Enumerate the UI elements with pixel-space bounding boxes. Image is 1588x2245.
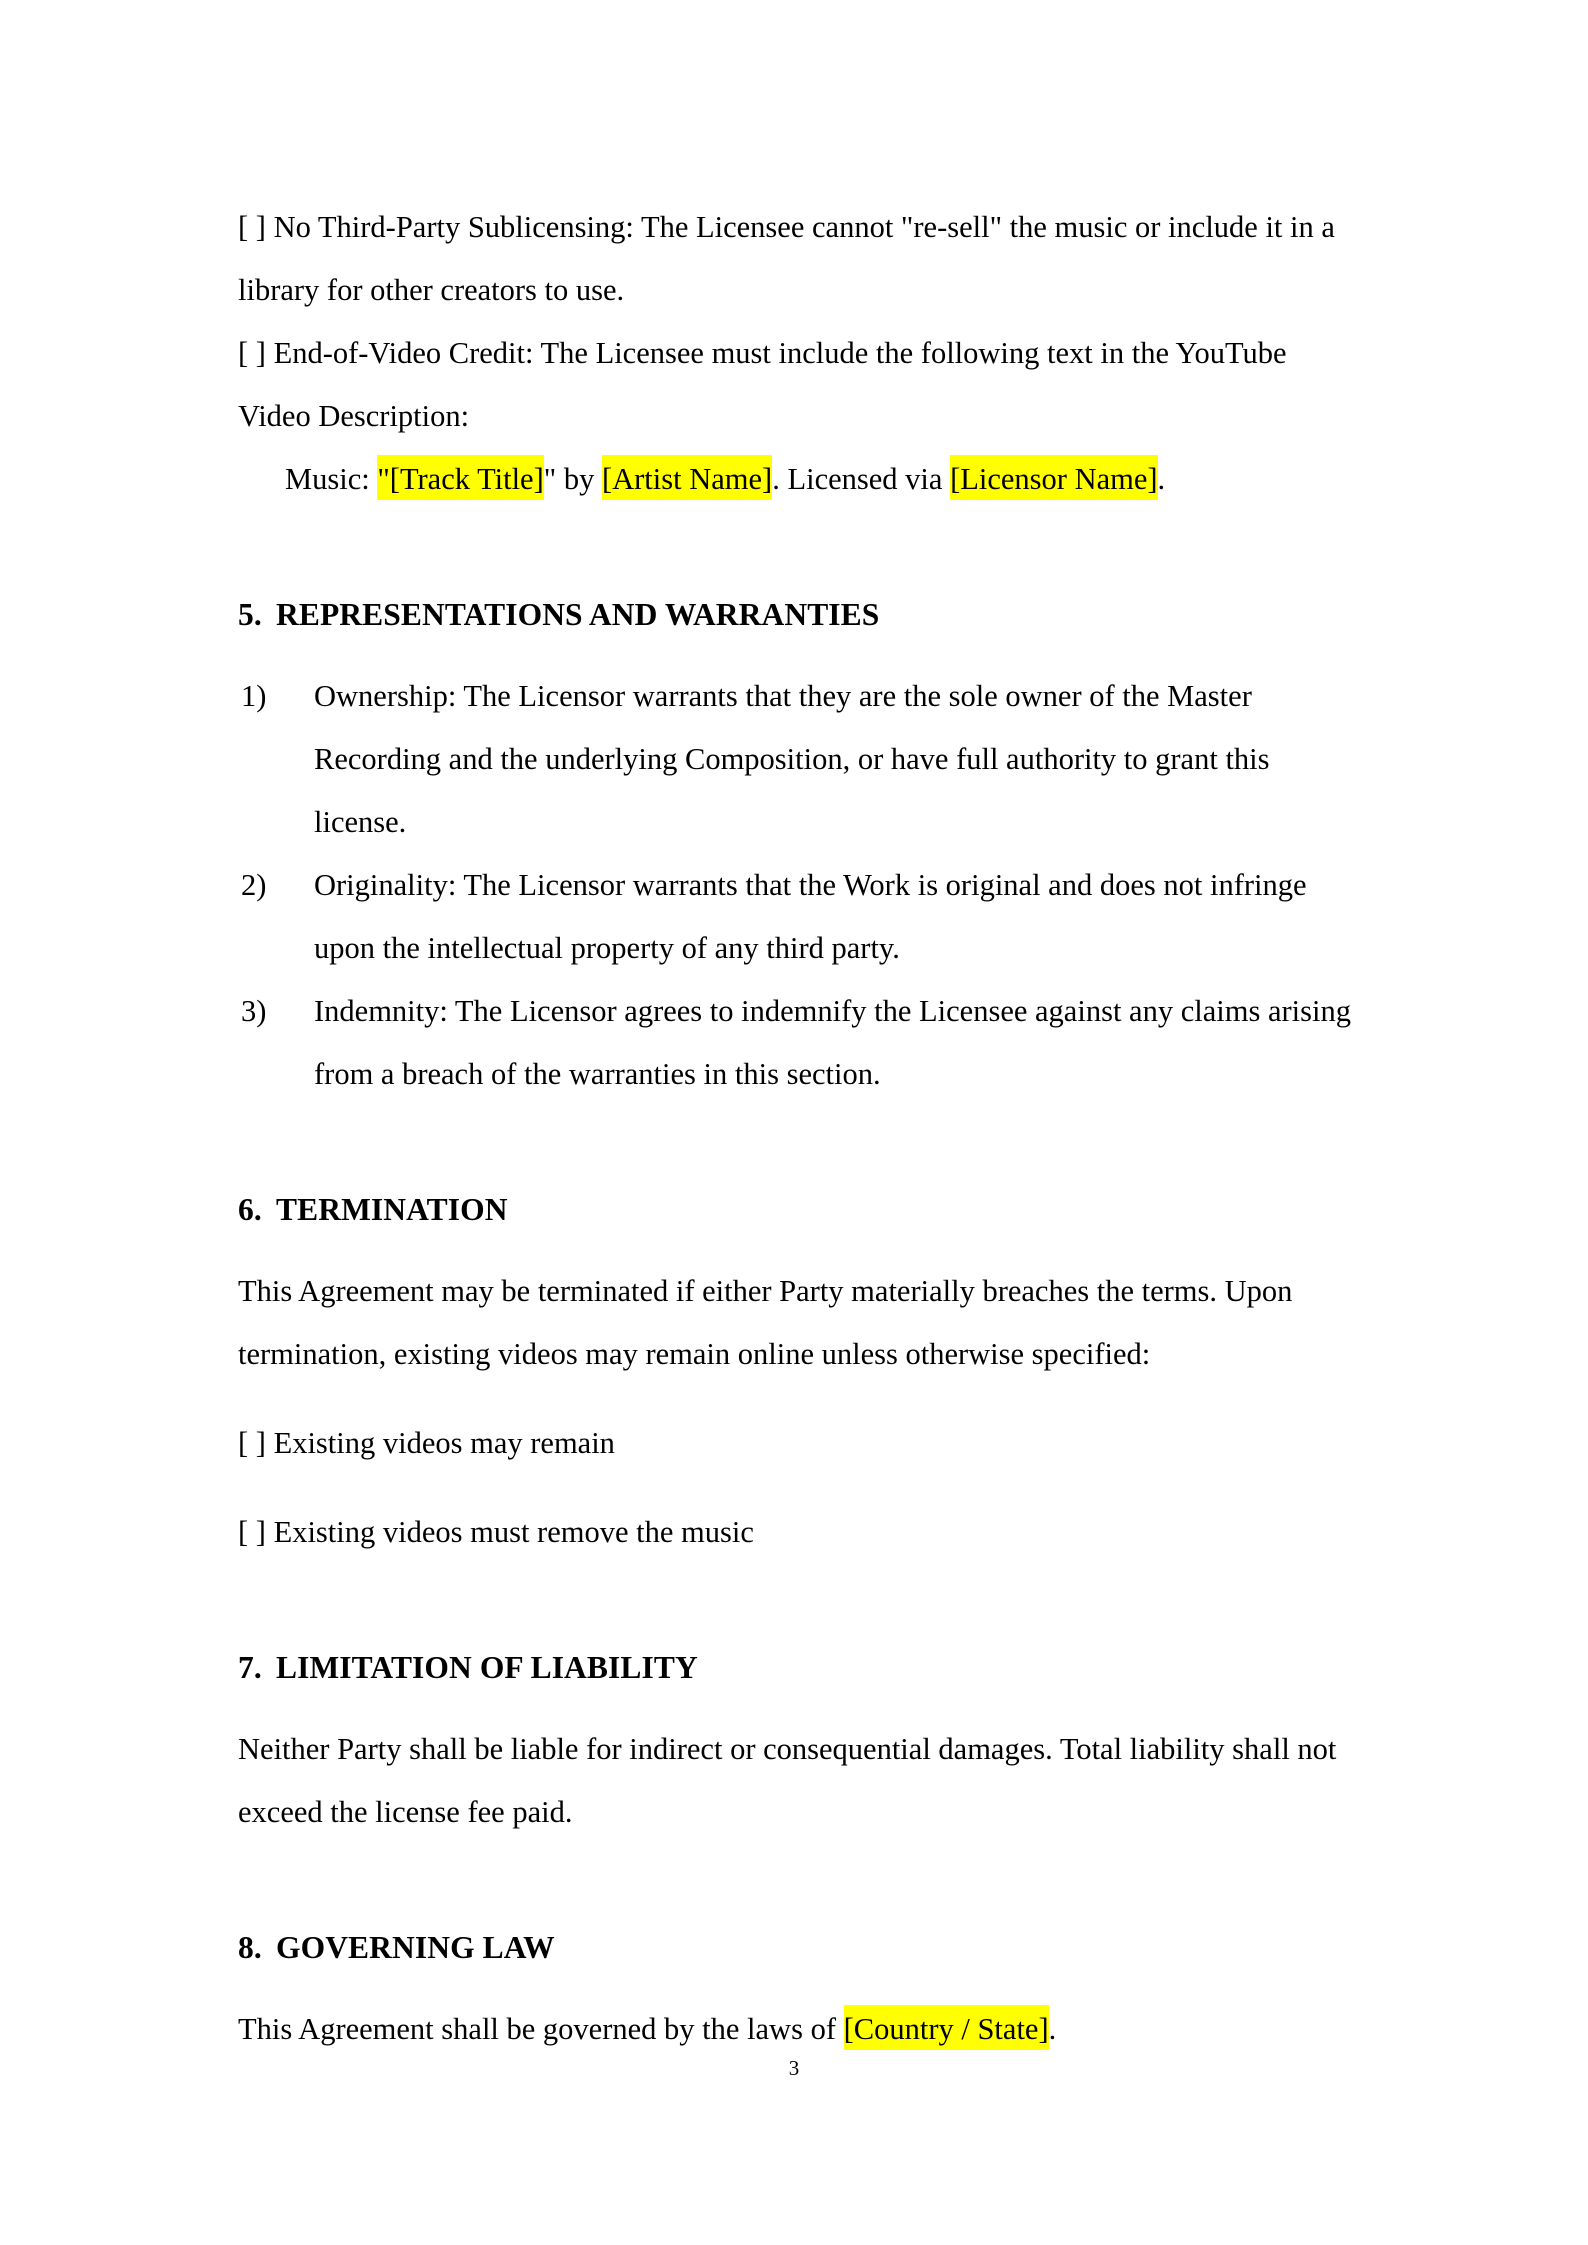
governing-law-prefix: This Agreement shall be governed by the laws of: [238, 2012, 844, 2046]
heading-number-5: 5.: [238, 597, 262, 632]
spacer: [238, 1386, 1352, 1412]
governing-law-suffix: .: [1048, 2012, 1057, 2046]
credit-after-title: " by: [543, 462, 602, 496]
credit-example-line: [238, 448, 1352, 511]
placeholder-licensor-name: [Licensor Name]: [950, 462, 1158, 496]
page-content: [238, 196, 1352, 2061]
list-item: [238, 854, 1352, 980]
heading-title-7: LIMITATION OF LIABILITY: [276, 1650, 698, 1685]
list-item: [238, 665, 1352, 854]
list-item-marker: 2): [241, 868, 267, 902]
heading-number-7: 7.: [238, 1650, 262, 1685]
clause-no-sublicensing: [ ] No Third-Party Sublicensing: The Licensee cannot "re-sell" the music or include it in a library for other creators to use.: [238, 210, 1335, 307]
heading-title-5: REPRESENTATIONS AND WARRANTIES: [276, 597, 880, 632]
credit-suffix: .: [1157, 462, 1166, 496]
heading-number-8: 8.: [238, 1930, 262, 1965]
clause-end-of-video-credit: [ ] End-of-Video Credit: The Licensee must include the following text in the YouTube Video Description:: [238, 336, 1287, 433]
termination-body: This Agreement may be terminated if either Party materially breaches the terms. Upon termination, existing videos may remain online unless otherwise specified:: [238, 1274, 1293, 1371]
heading-number-6: 6.: [238, 1192, 262, 1227]
spacer: [238, 635, 1352, 665]
list-item-marker: 1): [241, 679, 267, 713]
page-number-footer: 3: [788, 2056, 800, 2080]
checkbox-existing-videos-remove-music[interactable]: [ ] Existing videos must remove the music: [238, 1515, 754, 1549]
list-item-text: Originality: The Licensor warrants that the Work is original and does not infringe upon the intellectual property of any third party.: [314, 868, 1307, 965]
credit-prefix: Music:: [285, 462, 378, 496]
list-item-text: Ownership: The Licensor warrants that they are the sole owner of the Master Recording and the underlying Composition, or have full authority to grant this license.: [314, 679, 1270, 839]
heading-title-8: GOVERNING LAW: [276, 1930, 555, 1965]
list-item-text: Indemnity: The Licensor agrees to indemnify the Licensee against any claims arising from a breach of the warranties in this section.: [314, 994, 1351, 1091]
heading-section-7: [238, 1648, 1352, 1688]
spacer: [238, 1230, 1352, 1260]
spacer: [238, 511, 1352, 595]
spacer: [238, 1564, 1352, 1648]
spacer: [238, 1106, 1352, 1190]
list-item-marker: 3): [241, 994, 267, 1028]
list-item: [238, 980, 1352, 1106]
credit-middle: . Licensed via: [772, 462, 951, 496]
heading-title-6: TERMINATION: [276, 1192, 508, 1227]
placeholder-artist-name: [Artist Name]: [601, 462, 773, 496]
warranties-list: [238, 665, 1352, 1106]
spacer: [238, 1844, 1352, 1928]
governing-law-body: [238, 1998, 1352, 2061]
heading-section-5: [238, 595, 1352, 635]
limitation-of-liability-body: Neither Party shall be liable for indirect or consequential damages. Total liability shall not exceed the license fee paid.: [238, 1732, 1337, 1829]
spacer: [238, 1688, 1352, 1718]
checkbox-existing-videos-remain[interactable]: [ ] Existing videos may remain: [238, 1426, 615, 1460]
heading-section-8: [238, 1928, 1352, 1968]
spacer: [238, 1475, 1352, 1501]
heading-section-6: [238, 1190, 1352, 1230]
placeholder-country-state: [Country / State]: [843, 2012, 1049, 2046]
spacer: [238, 1968, 1352, 1998]
placeholder-track-title: "[Track Title]: [377, 462, 544, 496]
